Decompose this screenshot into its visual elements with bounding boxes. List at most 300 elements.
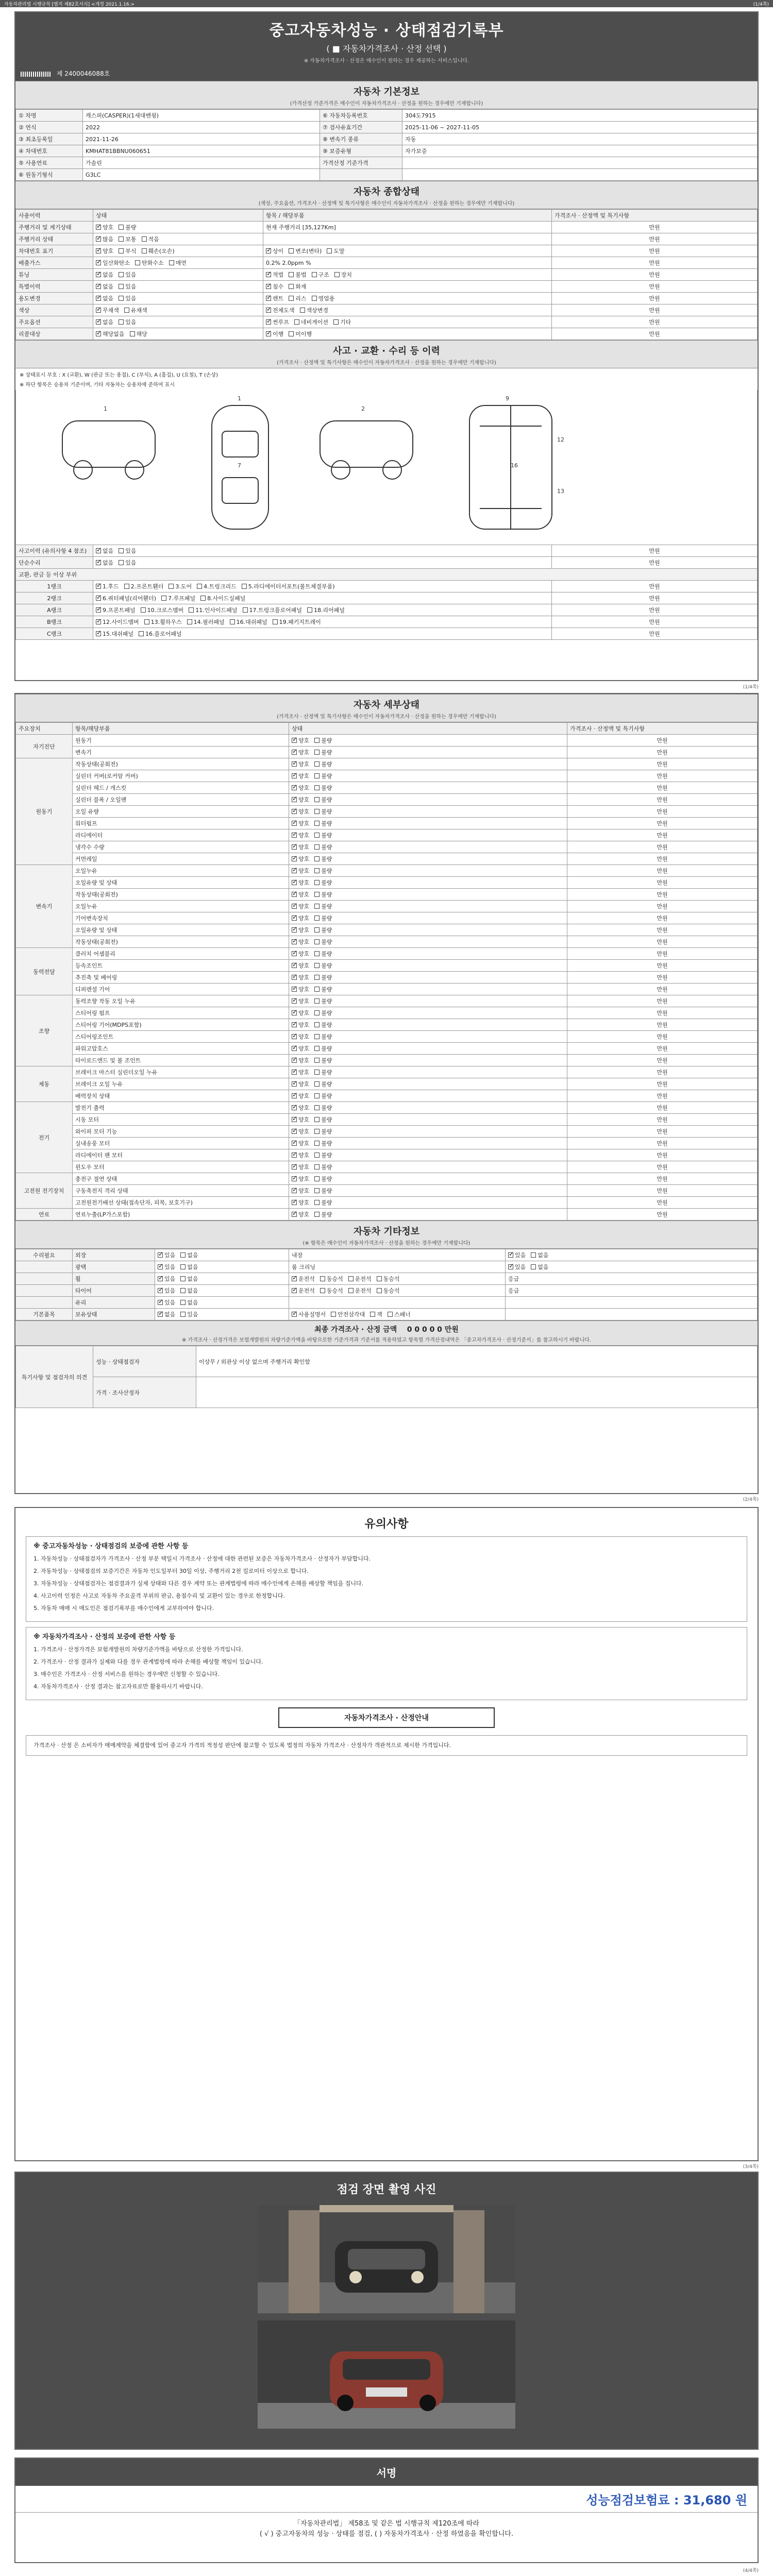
checkbox-icon[interactable] [292, 738, 297, 743]
accident-rank-options-option[interactable]: 17.트렁크플로어패널 [243, 607, 303, 614]
detail-state-options-option[interactable]: ✓ 양호 [292, 915, 309, 922]
overall-state-options-option[interactable]: ✓ 해당없음 [96, 331, 125, 337]
detail-state-options-option[interactable]: ✓ 양호 [292, 1105, 309, 1111]
overall-state-options-option[interactable]: ✓ 없음 [96, 319, 113, 326]
checkbox-icon[interactable] [158, 1264, 163, 1269]
overall-state-options-option[interactable]: ✓ 없음 [96, 272, 113, 278]
checkbox-icon[interactable] [119, 284, 124, 289]
detail-state-options-option[interactable]: ✓ 양호 [292, 844, 309, 851]
detail-state-options-option[interactable]: 불량 [314, 1188, 332, 1194]
detail-state-options-option[interactable]: ✓ 양호 [292, 737, 309, 744]
accident-rank-options-option[interactable]: 4.트렁크리드 [197, 583, 237, 590]
other-item-options-option[interactable]: ✓ 있음 [158, 1287, 175, 1294]
checkbox-icon[interactable] [294, 319, 299, 325]
checkbox-icon[interactable] [96, 619, 101, 624]
checkbox-icon[interactable] [292, 1129, 297, 1134]
detail-state-options-option[interactable]: ✓ 양호 [292, 868, 309, 874]
accident-options-option[interactable]: 있음 [119, 560, 136, 566]
checkbox-icon[interactable] [314, 1141, 320, 1146]
detail-state-options-option[interactable]: ✓ 양호 [292, 1188, 309, 1194]
overall-state-options-option[interactable]: 불량 [119, 224, 136, 231]
overall-state-options-option[interactable]: ✓ 많음 [96, 236, 113, 243]
checkbox-icon[interactable] [314, 761, 320, 767]
detail-state-options-option[interactable]: 불량 [314, 749, 332, 756]
detail-state-options-option[interactable]: 불량 [314, 1105, 332, 1111]
accident-rank-options-option[interactable]: 11.인사이드패널 [189, 607, 237, 614]
detail-state-options-option[interactable]: 불량 [314, 1081, 332, 1088]
other-item-options-option[interactable]: ✓ 있음 [158, 1276, 175, 1282]
checkbox-icon[interactable] [266, 319, 271, 325]
checkbox-icon[interactable] [292, 833, 297, 838]
checkbox-icon[interactable] [314, 844, 320, 850]
detail-state-options-option[interactable]: ✓ 양호 [292, 903, 309, 910]
overall-state-options-option[interactable]: 해당 [130, 331, 147, 337]
detail-state-options-option[interactable]: ✓ 양호 [292, 796, 309, 803]
checkbox-icon[interactable] [314, 880, 320, 885]
checkbox-icon[interactable] [96, 596, 101, 601]
checkbox-icon[interactable] [266, 272, 271, 277]
checkbox-icon[interactable] [314, 998, 320, 1004]
checkbox-icon[interactable] [266, 296, 271, 301]
checkbox-icon[interactable] [292, 1288, 297, 1293]
checkbox-icon[interactable] [370, 1312, 375, 1317]
checkbox-icon[interactable] [289, 284, 294, 289]
overall-detail-options-option[interactable]: ✓ 이행 [266, 331, 283, 337]
checkbox-icon[interactable] [292, 892, 297, 897]
detail-state-options-option[interactable]: 불량 [314, 808, 332, 815]
other-item-options-option[interactable]: 있음 [180, 1311, 198, 1318]
checkbox-icon[interactable] [314, 904, 320, 909]
checkbox-icon[interactable] [314, 1022, 320, 1027]
checkbox-icon[interactable] [141, 607, 146, 613]
checkbox-icon[interactable] [96, 560, 101, 565]
checkbox-icon[interactable] [119, 236, 124, 242]
checkbox-icon[interactable] [377, 1288, 382, 1293]
checkbox-icon[interactable] [377, 1276, 382, 1281]
detail-state-options-option[interactable]: ✓ 양호 [292, 998, 309, 1005]
checkbox-icon[interactable] [96, 225, 101, 230]
overall-state-options-option[interactable]: 있음 [119, 283, 136, 290]
detail-state-options-option[interactable]: 불량 [314, 1176, 332, 1182]
other-item-options-2-option[interactable]: 동승석 [320, 1276, 343, 1282]
checkbox-icon[interactable] [130, 331, 135, 336]
checkbox-icon[interactable] [96, 584, 101, 589]
checkbox-icon[interactable] [314, 1117, 320, 1122]
other-item-options-option[interactable]: ✓ 있음 [158, 1264, 175, 1270]
checkbox-icon[interactable] [96, 631, 101, 636]
accident-rank-options-option[interactable]: 14.필러패널 [187, 619, 225, 625]
checkbox-icon[interactable] [292, 1153, 297, 1158]
checkbox-icon[interactable] [289, 331, 294, 336]
checkbox-icon[interactable] [158, 1276, 163, 1281]
detail-state-options-option[interactable]: 불량 [314, 761, 332, 768]
detail-state-options-option[interactable]: ✓ 양호 [292, 808, 309, 815]
checkbox-icon[interactable] [314, 750, 320, 755]
checkbox-icon[interactable] [292, 987, 297, 992]
checkbox-icon[interactable] [187, 619, 192, 624]
checkbox-icon[interactable] [314, 809, 320, 814]
checkbox-icon[interactable] [314, 916, 320, 921]
checkbox-icon[interactable] [292, 1010, 297, 1015]
checkbox-icon[interactable] [292, 939, 297, 944]
checkbox-icon[interactable] [119, 548, 124, 553]
detail-state-options-option[interactable]: 불량 [314, 737, 332, 744]
detail-state-options-option[interactable]: 불량 [314, 1010, 332, 1016]
detail-state-options-option[interactable]: 불량 [314, 891, 332, 898]
checkbox-icon[interactable] [292, 856, 297, 861]
checkbox-icon[interactable] [119, 296, 124, 301]
detail-state-options-option[interactable]: ✓ 양호 [292, 951, 309, 957]
checkbox-icon[interactable] [180, 1276, 186, 1281]
checkbox-icon[interactable] [142, 248, 147, 253]
detail-state-options-option[interactable]: 불량 [314, 1069, 332, 1076]
detail-state-options-option[interactable]: 불량 [314, 1152, 332, 1159]
accident-rank-options-option[interactable]: 7.루프패널 [161, 595, 195, 602]
checkbox-icon[interactable] [124, 584, 129, 589]
detail-state-options-option[interactable]: 불량 [314, 1033, 332, 1040]
detail-state-options-option[interactable]: ✓ 양호 [292, 1045, 309, 1052]
other-item-options-option[interactable]: 없음 [180, 1252, 198, 1259]
detail-state-options-option[interactable]: 불량 [314, 1128, 332, 1135]
accident-options-option[interactable]: ✓ 없음 [96, 548, 113, 554]
checkbox-icon[interactable] [197, 584, 202, 589]
checkbox-icon[interactable] [289, 248, 294, 253]
checkbox-icon[interactable] [292, 927, 297, 933]
checkbox-icon[interactable] [320, 1288, 325, 1293]
detail-state-options-option[interactable]: 불량 [314, 939, 332, 945]
other-item-options-option[interactable]: 없음 [180, 1287, 198, 1294]
checkbox-icon[interactable] [292, 1105, 297, 1110]
checkbox-icon[interactable] [158, 1252, 163, 1258]
detail-state-options-option[interactable]: 불량 [314, 1057, 332, 1064]
checkbox-icon[interactable] [96, 236, 101, 242]
accident-rank-options-option[interactable]: 19.패키지트레이 [273, 619, 321, 625]
checkbox-icon[interactable] [314, 1058, 320, 1063]
detail-state-options-option[interactable]: 불량 [314, 820, 332, 827]
checkbox-icon[interactable] [292, 1081, 297, 1087]
other-item-options-option[interactable]: 없음 [180, 1276, 198, 1282]
accident-rank-options-option[interactable]: 16.플로어패널 [139, 631, 182, 637]
overall-detail-options-option[interactable]: 화재 [289, 283, 306, 290]
checkbox-icon[interactable] [292, 998, 297, 1004]
checkbox-icon[interactable] [243, 607, 248, 613]
checkbox-icon[interactable] [388, 1312, 393, 1317]
checkbox-icon[interactable] [292, 1070, 297, 1075]
overall-detail-options-option[interactable]: 장치 [334, 272, 352, 278]
detail-state-options-option[interactable]: 불량 [314, 785, 332, 791]
detail-state-options-option[interactable]: 불량 [314, 1116, 332, 1123]
checkbox-icon[interactable] [289, 296, 294, 301]
checkbox-icon[interactable] [292, 1200, 297, 1205]
checkbox-icon[interactable] [119, 225, 124, 230]
detail-state-options-option[interactable]: 불량 [314, 1164, 332, 1171]
overall-state-options-option[interactable]: ✓ 없음 [96, 283, 113, 290]
checkbox-icon[interactable] [314, 785, 320, 790]
other-item-options-2-option[interactable]: 동승석 [377, 1276, 400, 1282]
checkbox-icon[interactable] [292, 1164, 297, 1170]
overall-state-options-option[interactable]: ✓ 없음 [96, 295, 113, 302]
detail-state-options-option[interactable]: ✓ 양호 [292, 962, 309, 969]
checkbox-icon[interactable] [266, 331, 271, 336]
checkbox-icon[interactable] [327, 248, 332, 253]
overall-state-options-option[interactable]: 부식 [119, 248, 136, 255]
overall-detail-options-option[interactable]: 색상변경 [300, 307, 329, 314]
checkbox-icon[interactable] [96, 308, 101, 313]
checkbox-icon[interactable] [96, 284, 101, 289]
checkbox-icon[interactable] [292, 1117, 297, 1122]
checkbox-icon[interactable] [266, 284, 271, 289]
checkbox-icon[interactable] [531, 1264, 536, 1269]
checkbox-icon[interactable] [292, 844, 297, 850]
other-item-options-option[interactable]: ✓ 있음 [158, 1299, 175, 1306]
other-item-options-2-option[interactable]: 잭 [370, 1311, 382, 1318]
checkbox-icon[interactable] [292, 1276, 297, 1281]
overall-state-options-option[interactable]: 보통 [119, 236, 136, 243]
detail-state-options-option[interactable]: 불량 [314, 1199, 332, 1206]
overall-state-options-option[interactable]: 있음 [119, 319, 136, 326]
detail-state-options-option[interactable]: 불량 [314, 844, 332, 851]
detail-state-options-option[interactable]: 불량 [314, 962, 332, 969]
checkbox-icon[interactable] [292, 1022, 297, 1027]
checkbox-icon[interactable] [314, 1164, 320, 1170]
checkbox-icon[interactable] [292, 1188, 297, 1193]
accident-rank-options-option[interactable]: 10.크로스멤버 [141, 607, 184, 614]
checkbox-icon[interactable] [312, 272, 317, 277]
other-item-options-2-option[interactable]: ✓ 사용설명서 [292, 1311, 326, 1318]
checkbox-icon[interactable] [169, 584, 174, 589]
overall-detail-options-option[interactable]: 불법 [289, 272, 306, 278]
detail-state-options-option[interactable]: ✓ 양호 [292, 1093, 309, 1099]
checkbox-icon[interactable] [144, 619, 149, 624]
overall-state-options-option[interactable]: ✓ 양호 [96, 248, 113, 255]
detail-state-options-option[interactable]: ✓ 양호 [292, 1211, 309, 1218]
checkbox-icon[interactable] [180, 1264, 186, 1269]
detail-state-options-option[interactable]: ✓ 양호 [292, 749, 309, 756]
overall-state-options-option[interactable]: ✓ 무채색 [96, 307, 119, 314]
checkbox-icon[interactable] [158, 1300, 163, 1305]
checkbox-icon[interactable] [189, 607, 194, 613]
checkbox-icon[interactable] [508, 1252, 513, 1258]
overall-detail-options-option[interactable]: 기타 [333, 319, 351, 326]
detail-state-options-option[interactable]: ✓ 양호 [292, 820, 309, 827]
other-item-options-option[interactable]: 없음 [180, 1264, 198, 1270]
checkbox-icon[interactable] [230, 619, 235, 624]
checkbox-icon[interactable] [314, 1070, 320, 1075]
checkbox-icon[interactable] [266, 308, 271, 313]
other-item-options-3-option[interactable]: ✓ 있음 [508, 1252, 526, 1259]
checkbox-icon[interactable] [314, 963, 320, 968]
checkbox-icon[interactable] [158, 1312, 163, 1317]
checkbox-icon[interactable] [96, 272, 101, 277]
checkbox-icon[interactable] [158, 1288, 163, 1293]
checkbox-icon[interactable] [180, 1288, 186, 1293]
checkbox-icon[interactable] [169, 260, 174, 265]
overall-state-options-option[interactable]: 유채색 [124, 307, 147, 314]
checkbox-icon[interactable] [314, 856, 320, 861]
checkbox-icon[interactable] [119, 272, 124, 277]
checkbox-icon[interactable] [314, 1212, 320, 1217]
checkbox-icon[interactable] [307, 607, 312, 613]
detail-state-options-option[interactable]: ✓ 양호 [292, 1199, 309, 1206]
detail-state-options-option[interactable]: 불량 [314, 832, 332, 839]
checkbox-icon[interactable] [314, 821, 320, 826]
other-item-options-2-option[interactable]: 운전석 [348, 1276, 372, 1282]
detail-state-options-option[interactable]: ✓ 양호 [292, 856, 309, 862]
detail-state-options-option[interactable]: ✓ 양호 [292, 1164, 309, 1171]
checkbox-icon[interactable] [96, 296, 101, 301]
overall-detail-options-option[interactable]: 도말 [327, 248, 344, 255]
checkbox-icon[interactable] [96, 248, 101, 253]
checkbox-icon[interactable] [161, 596, 166, 601]
checkbox-icon[interactable] [180, 1312, 186, 1317]
checkbox-icon[interactable] [119, 248, 124, 253]
overall-detail-options-option[interactable]: 미이행 [289, 331, 312, 337]
detail-state-options-option[interactable]: ✓ 양호 [292, 832, 309, 839]
other-item-options-option[interactable]: ✓ 있음 [158, 1252, 175, 1259]
detail-state-options-option[interactable]: ✓ 양호 [292, 1140, 309, 1147]
checkbox-icon[interactable] [292, 797, 297, 802]
detail-state-options-option[interactable]: 불량 [314, 1093, 332, 1099]
detail-state-options-option[interactable]: ✓ 양호 [292, 1069, 309, 1076]
accident-rank-options-option[interactable]: 16.대쉬패널 [230, 619, 267, 625]
checkbox-icon[interactable] [292, 1141, 297, 1146]
checkbox-icon[interactable] [273, 619, 278, 624]
checkbox-icon[interactable] [266, 248, 271, 253]
checkbox-icon[interactable] [289, 272, 294, 277]
checkbox-icon[interactable] [180, 1300, 186, 1305]
checkbox-icon[interactable] [314, 1081, 320, 1087]
other-item-options-3-option[interactable]: ✓ 있음 [508, 1264, 526, 1270]
detail-state-options-option[interactable]: ✓ 양호 [292, 1128, 309, 1135]
checkbox-icon[interactable] [96, 331, 101, 336]
checkbox-icon[interactable] [314, 975, 320, 980]
checkbox-icon[interactable] [292, 975, 297, 980]
checkbox-icon[interactable] [314, 738, 320, 743]
accident-rank-options-option[interactable]: 18.리어패널 [307, 607, 345, 614]
checkbox-icon[interactable] [242, 584, 247, 589]
detail-state-options-option[interactable]: ✓ 양호 [292, 1010, 309, 1016]
detail-state-options-option[interactable]: 불량 [314, 927, 332, 934]
detail-state-options-option[interactable]: 불량 [314, 998, 332, 1005]
checkbox-icon[interactable] [292, 880, 297, 885]
accident-rank-options-option[interactable]: ✓ 15.대쉬패널 [96, 631, 133, 637]
checkbox-icon[interactable] [292, 1093, 297, 1098]
overall-state-options-option[interactable]: 적음 [142, 236, 159, 243]
detail-state-options-option[interactable]: ✓ 양호 [292, 1081, 309, 1088]
checkbox-icon[interactable] [180, 1252, 186, 1258]
checkbox-icon[interactable] [292, 1176, 297, 1181]
detail-state-options-option[interactable]: 불량 [314, 796, 332, 803]
detail-state-options-option[interactable]: ✓ 양호 [292, 1033, 309, 1040]
overall-detail-options-option[interactable]: 변조(변타) [289, 248, 322, 255]
checkbox-icon[interactable] [119, 319, 124, 325]
detail-state-options-option[interactable]: ✓ 양호 [292, 1176, 309, 1182]
other-item-options-2-option[interactable]: ✓ 운전석 [292, 1287, 315, 1294]
checkbox-icon[interactable] [314, 951, 320, 956]
other-item-options-2-option[interactable]: 안전삼각대 [331, 1311, 365, 1318]
detail-state-options-option[interactable]: 불량 [314, 951, 332, 957]
detail-state-options-option[interactable]: ✓ 양호 [292, 891, 309, 898]
checkbox-icon[interactable] [96, 548, 101, 553]
accident-rank-options-option[interactable]: ✓ 1.후드 [96, 583, 119, 590]
detail-state-options-option[interactable]: ✓ 양호 [292, 1116, 309, 1123]
detail-state-options-option[interactable]: ✓ 양호 [292, 1152, 309, 1159]
checkbox-icon[interactable] [292, 750, 297, 755]
checkbox-icon[interactable] [292, 821, 297, 826]
overall-detail-options-option[interactable]: ✓ 썬루프 [266, 319, 289, 326]
other-item-options-3-option[interactable]: 없음 [531, 1252, 548, 1259]
other-item-options-2-option[interactable]: 운전석 [348, 1287, 372, 1294]
checkbox-icon[interactable] [292, 773, 297, 778]
overall-detail-options-option[interactable]: ✓ 침수 [266, 283, 283, 290]
checkbox-icon[interactable] [314, 892, 320, 897]
accident-rank-options-option[interactable]: 13.휠하우스 [144, 619, 182, 625]
checkbox-icon[interactable] [314, 1188, 320, 1193]
detail-state-options-option[interactable]: ✓ 양호 [292, 785, 309, 791]
checkbox-icon[interactable] [508, 1264, 513, 1269]
checkbox-icon[interactable] [292, 1212, 297, 1217]
overall-detail-options-option[interactable]: ✓ 적법 [266, 272, 283, 278]
accident-rank-options-option[interactable]: ✓ 12.사이드멤버 [96, 619, 139, 625]
other-item-options-2-option[interactable]: 스패너 [388, 1311, 411, 1318]
checkbox-icon[interactable] [312, 296, 317, 301]
checkbox-icon[interactable] [200, 596, 206, 601]
detail-state-options-option[interactable]: ✓ 양호 [292, 927, 309, 934]
overall-detail-options-option[interactable]: 구조 [312, 272, 329, 278]
accident-options-option[interactable]: 있음 [119, 548, 136, 554]
overall-detail-options-option[interactable]: ✓ 상이 [266, 248, 283, 255]
accident-rank-options-option[interactable]: 2.프론트휀더 [124, 583, 164, 590]
detail-state-options-option[interactable]: ✓ 양호 [292, 986, 309, 993]
checkbox-icon[interactable] [292, 761, 297, 767]
checkbox-icon[interactable] [314, 773, 320, 778]
overall-detail-options-option[interactable]: 리스 [289, 295, 306, 302]
checkbox-icon[interactable] [331, 1312, 336, 1317]
detail-state-options-option[interactable]: ✓ 양호 [292, 761, 309, 768]
checkbox-icon[interactable] [314, 939, 320, 944]
overall-detail-options-option[interactable]: ✓ 전체도색 [266, 307, 295, 314]
checkbox-icon[interactable] [292, 916, 297, 921]
accident-rank-options-option[interactable]: 5.라디에이터서포트(볼트체결부품) [242, 583, 335, 590]
detail-state-options-option[interactable]: 불량 [314, 1022, 332, 1028]
accident-rank-options-option[interactable]: ✓ 6.쿼터패널(리어휀더) [96, 595, 156, 602]
overall-state-options-option[interactable]: 있음 [119, 295, 136, 302]
checkbox-icon[interactable] [292, 1046, 297, 1051]
checkbox-icon[interactable] [333, 319, 339, 325]
checkbox-icon[interactable] [348, 1276, 354, 1281]
checkbox-icon[interactable] [320, 1276, 325, 1281]
checkbox-icon[interactable] [314, 1034, 320, 1039]
accident-rank-options-option[interactable]: 3.도어 [169, 583, 192, 590]
checkbox-icon[interactable] [142, 236, 147, 242]
overall-detail-options-option[interactable]: 네비게이션 [294, 319, 328, 326]
checkbox-icon[interactable] [314, 1176, 320, 1181]
accident-rank-options-option[interactable]: ✓ 9.프론트패널 [96, 607, 136, 614]
overall-detail-options-option[interactable]: 영업용 [312, 295, 335, 302]
checkbox-icon[interactable] [292, 1312, 297, 1317]
checkbox-icon[interactable] [292, 1034, 297, 1039]
other-item-options-option[interactable]: ✓ 없음 [158, 1311, 175, 1318]
detail-state-options-option[interactable]: 불량 [314, 773, 332, 779]
other-item-options-2-option[interactable]: ✓ 운전석 [292, 1276, 315, 1282]
checkbox-icon[interactable] [135, 260, 140, 265]
overall-state-options-option[interactable]: 훼손(오손) [142, 248, 175, 255]
detail-state-options-option[interactable]: ✓ 양호 [292, 974, 309, 981]
checkbox-icon[interactable] [334, 272, 340, 277]
detail-state-options-option[interactable]: ✓ 양호 [292, 939, 309, 945]
checkbox-icon[interactable] [314, 927, 320, 933]
checkbox-icon[interactable] [124, 308, 129, 313]
